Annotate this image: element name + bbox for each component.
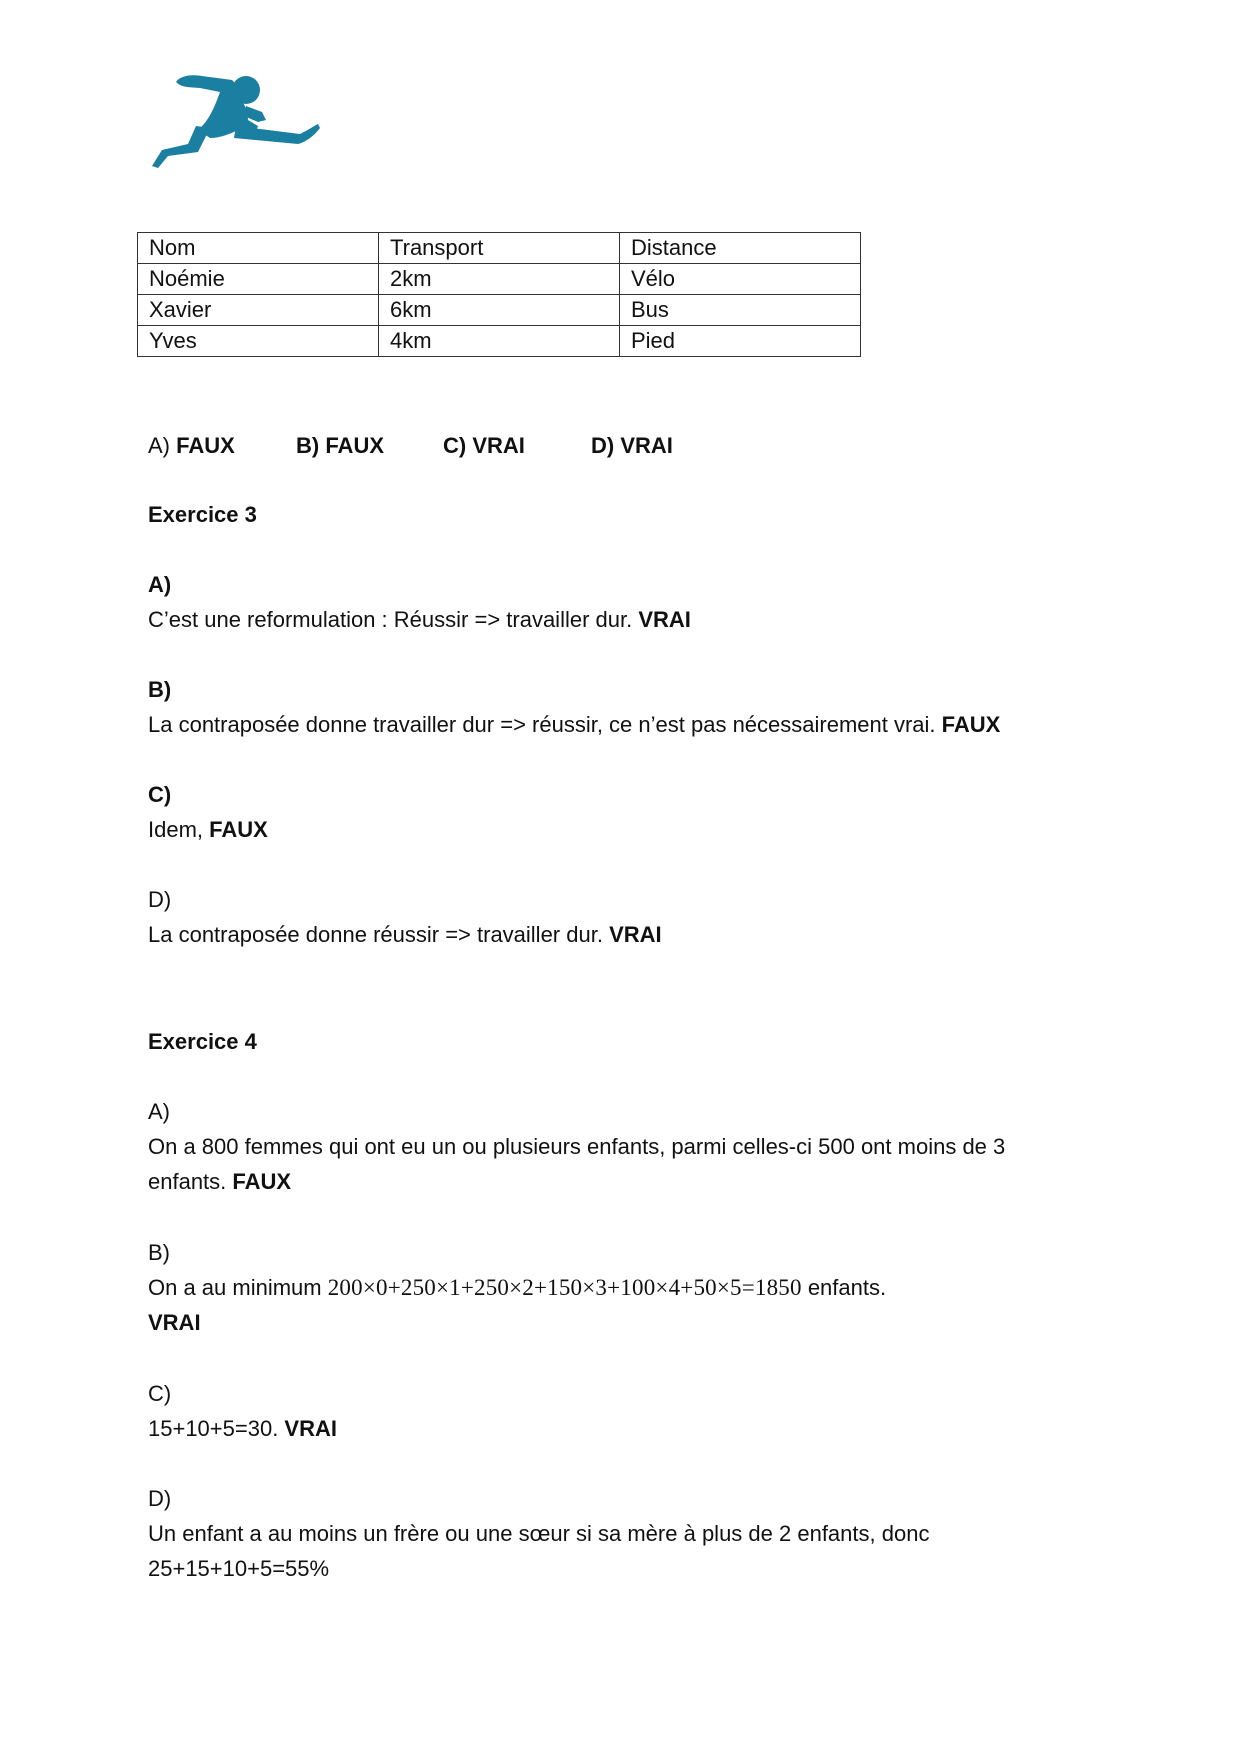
- table-cell: Noémie: [138, 264, 379, 295]
- ex3-b-body: La contraposée donne travailler dur => réussir, ce n’est pas nécessairement vrai.: [148, 712, 942, 737]
- exercise-4-title: Exercice 4: [148, 1029, 257, 1054]
- table-cell: Vélo: [620, 264, 861, 295]
- table-cell: 6km: [379, 295, 620, 326]
- table-cell: Distance: [620, 233, 861, 264]
- ex4-a-line2: [148, 1168, 291, 1196]
- ex3-d-verdict: VRAI: [609, 922, 662, 947]
- ex4-d-line2: 25+15+10+5=55%: [148, 1556, 330, 1581]
- ex4-c-label: C): [148, 1381, 172, 1406]
- answer-b: B) FAUX: [296, 433, 384, 458]
- ex4-a-label: A): [148, 1099, 170, 1124]
- ex4-c-verdict: VRAI: [284, 1416, 337, 1441]
- ex4-a-line1: On a 800 femmes qui ont eu un ou plusieurs enfants, parmi celles-ci 500 ont moins de 3: [148, 1134, 1006, 1159]
- ex4-c-body: 15+10+5=30.: [148, 1416, 285, 1441]
- table-cell: Bus: [620, 295, 861, 326]
- ex3-c-verdict: FAUX: [209, 817, 268, 842]
- ex4-b-pre: On a au minimum: [148, 1275, 328, 1300]
- ex3-c-text: [148, 816, 268, 844]
- answer-c: C) VRAI: [443, 433, 525, 458]
- table-cell: Nom: [138, 233, 379, 264]
- hurdler-logo-icon: [150, 72, 320, 172]
- transport-table: [137, 232, 861, 357]
- ex3-b-label: B): [148, 677, 172, 702]
- ex4-a-verdict: FAUX: [232, 1169, 292, 1194]
- ex3-d-label: D): [148, 887, 172, 912]
- ex3-a-body: C’est une reformulation : Réussir => travailler dur.: [148, 607, 639, 632]
- table-cell: 4km: [379, 326, 620, 357]
- ex4-b-label: B): [148, 1240, 170, 1265]
- ex3-d-text: [148, 921, 662, 949]
- table-cell: Pied: [620, 326, 861, 357]
- answer-a-prefix: A): [148, 433, 177, 458]
- ex4-d-label: D): [148, 1486, 172, 1511]
- table-row: [138, 264, 861, 295]
- ex3-c-body: Idem,: [148, 817, 210, 842]
- ex4-c-text: [148, 1415, 337, 1443]
- table-cell: 2km: [379, 264, 620, 295]
- exercise-3-title: Exercice 3: [148, 502, 257, 527]
- table-row: [138, 233, 861, 264]
- ex3-a-label: A): [148, 572, 172, 597]
- ex4-b-text: [148, 1274, 886, 1302]
- ex4-b-verdict: VRAI: [148, 1310, 201, 1335]
- table-row: [138, 295, 861, 326]
- ex3-d-body: La contraposée donne réussir => travailler dur.: [148, 922, 610, 947]
- ex3-c-label: C): [148, 782, 172, 807]
- answer-a-value: FAUX: [176, 433, 235, 458]
- ex3-a-text: [148, 606, 691, 634]
- table-cell: Xavier: [138, 295, 379, 326]
- table-cell: Yves: [138, 326, 379, 357]
- ex3-b-verdict: FAUX: [941, 712, 1001, 737]
- ex4-b-post: enfants.: [801, 1275, 887, 1300]
- answer-d: D) VRAI: [591, 433, 673, 458]
- ex3-b-text: [148, 711, 1000, 739]
- ex3-a-verdict: VRAI: [638, 607, 691, 632]
- table-cell: Transport: [379, 233, 620, 264]
- answer-a: [148, 433, 235, 459]
- ex4-d-line1: Un enfant a au moins un frère ou une sœur si sa mère à plus de 2 enfants, donc: [148, 1521, 930, 1546]
- ex4-b-formula: 200×0+250×1+250×2+150×3+100×4+50×5=1850: [327, 1275, 802, 1300]
- table-row: [138, 326, 861, 357]
- ex4-a-body: enfants.: [148, 1169, 233, 1194]
